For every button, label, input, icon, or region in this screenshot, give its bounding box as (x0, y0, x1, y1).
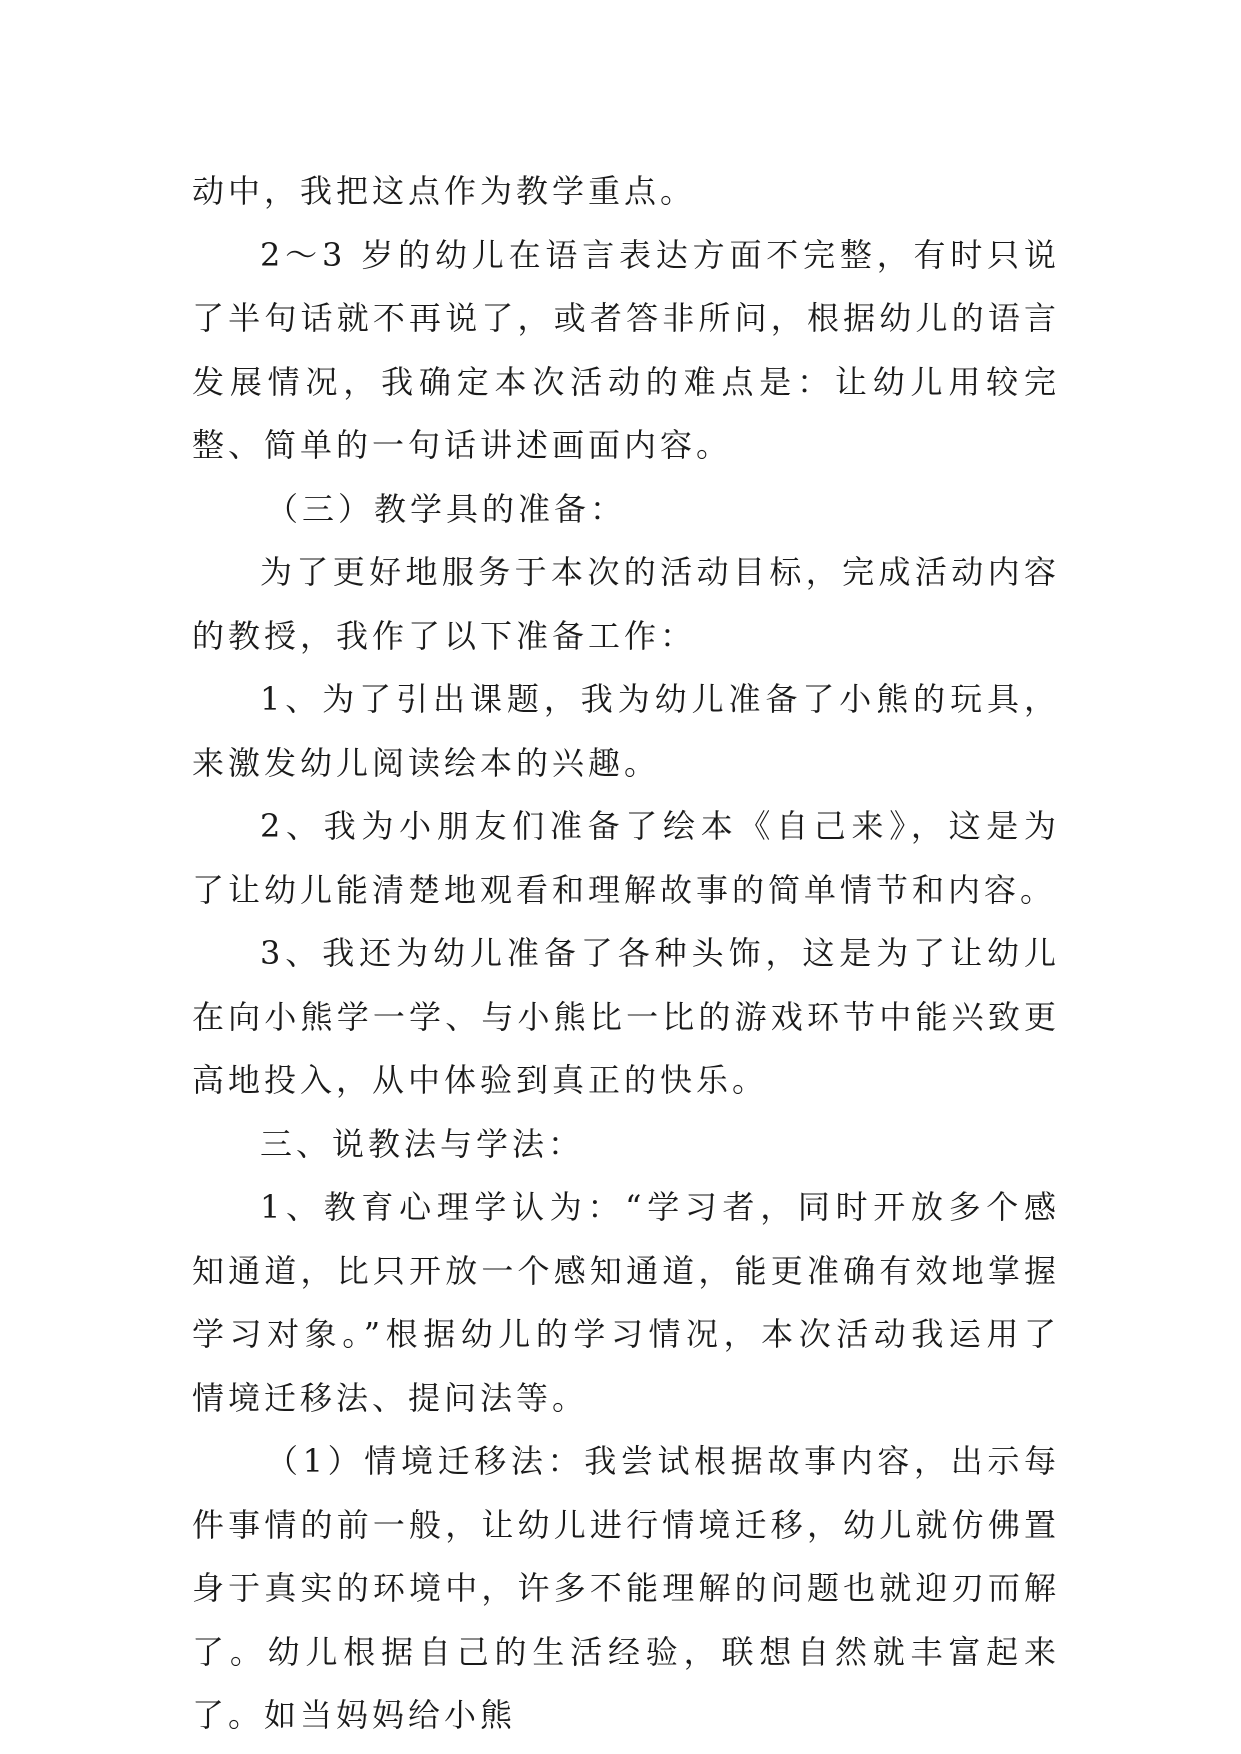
section-heading-methods: 三、说教法与学法： (260, 1124, 585, 1163)
paragraph-difficulty: 2～3 岁的幼儿在语言表达方面不完整，有时只说了半句话就不再说了，或者答非所问，根据幼儿的语言发展情况，我确定本次活动的难点是：让幼儿用较完整、简单的一句话讲述画面内容。 (192, 235, 1060, 464)
document-body (192, 160, 1060, 1748)
paragraph-preparation-intro: 为了更好地服务于本次的活动目标，完成活动内容的教授，我作了以下准备工作： (192, 553, 1060, 655)
list-item-preparation-2: 2、我为小朋友们准备了绘本《自己来》，这是为了让幼儿能清楚地观看和理解故事的简单情节和内容。 (192, 807, 1060, 909)
list-item-preparation-1: 1、为了引出课题，我为幼儿准备了小熊的玩具，来激发幼儿阅读绘本的兴趣。 (192, 680, 1060, 782)
list-item-preparation-3: 3、我还为幼儿准备了各种头饰，这是为了让幼儿在向小熊学一学、与小熊比一比的游戏环节中能兴致更高地投入，从中体验到真正的快乐。 (192, 934, 1060, 1099)
paragraph-situation-transfer: （1）情境迁移法：我尝试根据故事内容，出示每件事情的前一般，让幼儿进行情境迁移，幼儿就仿佛置身于真实的环境中，许多不能理解的问题也就迎刃而解了。幼儿根据自己的生活经验，联想自然就丰富起来了。如当妈妈给小熊 (192, 1442, 1060, 1734)
section-heading-materials: （三）教学具的准备： (266, 489, 627, 528)
paragraph-methods-1: 1、教育心理学认为：“学习者，同时开放多个感知通道，比只开放一个感知通道，能更准确有效地掌握学习对象。”根据幼儿的学习情况，本次活动我运用了情境迁移法、提问法等。 (192, 1188, 1060, 1417)
paragraph-continuation: 动中，我把这点作为教学重点。 (192, 172, 697, 210)
